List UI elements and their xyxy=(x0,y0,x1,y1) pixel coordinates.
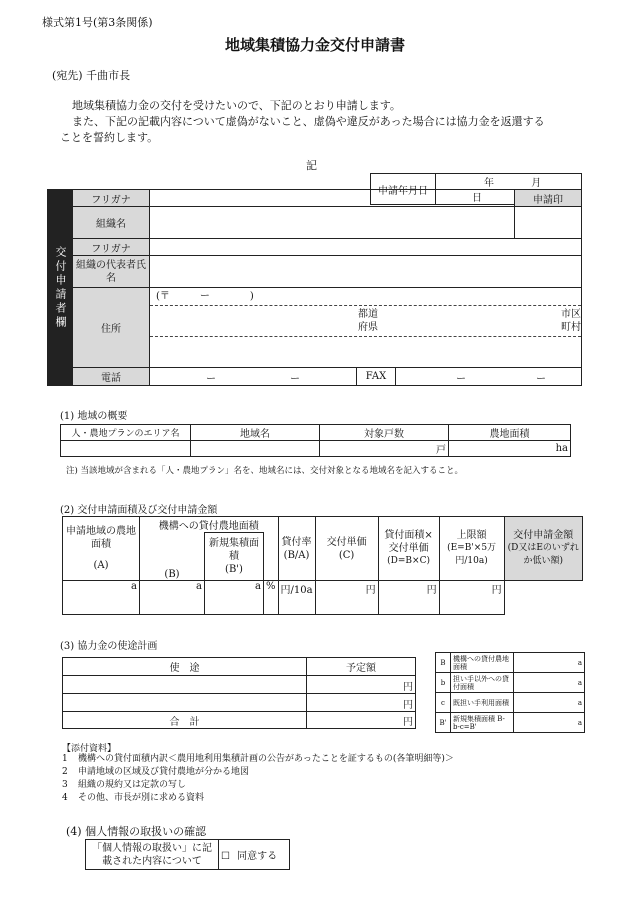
col-a-header: 申請地域の農地面積 (A) xyxy=(63,517,140,581)
section4-heading: (4) 個人情報の取扱いの確認 xyxy=(66,825,207,838)
amount-table xyxy=(62,516,583,615)
org-name-label: 組織名 xyxy=(73,207,150,239)
d-input[interactable]: 円 xyxy=(315,581,378,615)
postal-code: (〒 ー ) xyxy=(150,288,581,306)
usage-plan-table xyxy=(62,657,416,729)
section1-note: 注) 当該地域が含まれる「人・農地プラン」名を、地域名には、交付対象となる地域名を記入すること。 xyxy=(66,466,464,476)
col-f-header: 交付申請金額 (D又はEのいずれか低い額) xyxy=(504,517,582,581)
intro-line-2: また、下記の記載内容について虚偽がないこと、虚偽や違反があった場合には協力金を返還する xyxy=(72,115,545,128)
breakdown-value-2[interactable]: a xyxy=(514,693,585,713)
col-b-code: (B) xyxy=(140,533,205,581)
a-input[interactable]: a xyxy=(63,581,140,615)
amount-input-2[interactable]: 円 xyxy=(307,694,416,712)
breakdown-value-0[interactable]: a xyxy=(514,653,585,673)
fax-label: FAX xyxy=(356,368,396,385)
city-top: 市区 xyxy=(561,309,581,320)
region-name-input[interactable] xyxy=(191,441,320,457)
address-field[interactable] xyxy=(150,288,582,368)
furigana2-input[interactable] xyxy=(150,239,582,256)
unit-price-input[interactable]: 円/10a xyxy=(278,581,315,615)
breakdown-code-0: B xyxy=(436,653,451,673)
form-number: 様式第1号(第3条関係) xyxy=(42,16,153,29)
fax-dash-1: ー xyxy=(456,374,466,385)
furigana-input[interactable] xyxy=(150,190,515,207)
breakdown-label-1: 担い手以外への貸付面積 xyxy=(451,673,514,693)
attachments-list xyxy=(62,753,454,805)
city-bottom: 町村 xyxy=(561,322,581,333)
breakdown-value-3[interactable]: a xyxy=(514,713,585,733)
consent-checkbox[interactable]: ☐ xyxy=(221,851,230,862)
day-label: 日 xyxy=(472,193,482,204)
attachments-heading: 【添付資料】 xyxy=(62,744,117,754)
applicant-side-label: 交付申請者欄 xyxy=(48,190,73,386)
plan-area-input[interactable] xyxy=(61,441,191,457)
breakdown-label-3: 新規集積面積 B-b-c=B' xyxy=(451,713,514,733)
org-name-input[interactable] xyxy=(150,207,515,239)
b2-input[interactable]: a xyxy=(205,581,264,615)
col-unit-header: 交付単価 (C) xyxy=(315,517,378,581)
attachment-item: 3 組織の規約又は定款の写し xyxy=(62,780,187,790)
applicant-table xyxy=(47,189,582,386)
year-label: 年 xyxy=(484,178,494,189)
address-label: 住所 xyxy=(73,288,150,368)
col-region-name: 地域名 xyxy=(191,425,320,441)
b-input[interactable]: a xyxy=(140,581,205,615)
section2-heading: (2) 交付申請面積及び交付申請金額 xyxy=(60,505,218,516)
furigana2-label: フリガナ xyxy=(73,239,150,256)
breakdown-code-2: c xyxy=(436,693,451,713)
rep-name-label: 組織の代表者氏名 xyxy=(73,256,150,288)
area-breakdown-table xyxy=(435,652,585,733)
breakdown-label-2: 既担い手利用面積 xyxy=(451,693,514,713)
addressee: (宛先) 千曲市長 xyxy=(52,69,131,82)
col-farmland-area: 農地面積 xyxy=(449,425,571,441)
breakdown-code-3: B' xyxy=(436,713,451,733)
col-amount: 予定額 xyxy=(307,658,416,676)
col-rate-header: 貸付率 (B/A) xyxy=(278,517,315,581)
consent-label: 同意する xyxy=(237,851,278,862)
furigana-label: フリガナ xyxy=(73,190,150,207)
col-households: 対象戸数 xyxy=(320,425,449,441)
phone-dash-1: ー xyxy=(206,374,216,385)
e-input[interactable]: 円 xyxy=(378,581,439,615)
col-e-header: 上限額 (E=B'×5万円/10a) xyxy=(439,517,504,581)
intro-line-1: 地域集積協力金の交付を受けたいので、下記のとおり申請します。 xyxy=(72,99,401,112)
month-label: 月 xyxy=(531,178,542,189)
col-use: 使 途 xyxy=(63,658,307,676)
section1-heading: (1) 地域の概要 xyxy=(60,411,128,422)
amount-input-1[interactable]: 円 xyxy=(307,676,416,694)
privacy-consent[interactable] xyxy=(219,840,290,870)
col-d-header: 貸付面積×交付単価 (D=B×C) xyxy=(378,517,439,581)
breakdown-label-0: 機構への貸付農地面積 xyxy=(451,653,514,673)
rep-name-input[interactable] xyxy=(150,256,582,288)
attachment-item: 1 機構への貸付面積内訳＜農用地利用集積計画の公告があったことを証するもの(各筆明細等)＞ xyxy=(62,754,454,764)
farmland-area-input[interactable]: ha xyxy=(449,441,571,457)
ki-heading: 記 xyxy=(306,159,317,172)
prefecture-label xyxy=(358,308,378,334)
city-label xyxy=(561,308,581,334)
privacy-label: 「個人情報の取扱い」に記載された内容について xyxy=(86,840,219,870)
rate-input[interactable]: % xyxy=(264,581,279,615)
section3-heading: (3) 協力金の使途計画 xyxy=(60,641,158,652)
phone-dash-2: ー xyxy=(290,374,300,385)
households-input[interactable]: 戸 xyxy=(320,441,449,457)
prefecture-top: 都道 xyxy=(358,309,378,320)
seal-label: 申請印 xyxy=(515,190,582,207)
use-input-1[interactable] xyxy=(63,676,307,694)
f-input[interactable]: 円 xyxy=(439,581,504,615)
col-b-group-header: 機構への貸付農地面積 xyxy=(140,517,279,533)
intro-line-3: ことを誓約します。 xyxy=(60,131,159,144)
attachment-item: 4 その他、市長が別に求める資料 xyxy=(62,793,205,803)
breakdown-value-1[interactable]: a xyxy=(514,673,585,693)
col-plan-area: 人・農地プランのエリア名 xyxy=(61,425,191,441)
prefecture-bottom: 府県 xyxy=(358,322,378,333)
phone-fax-row[interactable] xyxy=(150,368,582,386)
fax-dash-2: ー xyxy=(536,374,546,385)
use-input-2[interactable] xyxy=(63,694,307,712)
phone-label: 電話 xyxy=(73,368,150,386)
attachment-item: 2 申請地域の区域及び貸付農地が分かる地図 xyxy=(62,767,250,777)
region-table xyxy=(60,424,571,457)
col-b2-header: 新規集積面積 (B') xyxy=(205,533,264,581)
privacy-consent-table xyxy=(85,839,290,870)
breakdown-code-1: b xyxy=(436,673,451,693)
date-label: 申請年月日 xyxy=(371,174,436,205)
seal-box[interactable] xyxy=(515,207,582,239)
page-title: 地域集積協力金交付申請書 xyxy=(224,36,405,54)
total-amount[interactable]: 円 xyxy=(307,712,416,729)
total-label: 合 計 xyxy=(63,712,307,729)
